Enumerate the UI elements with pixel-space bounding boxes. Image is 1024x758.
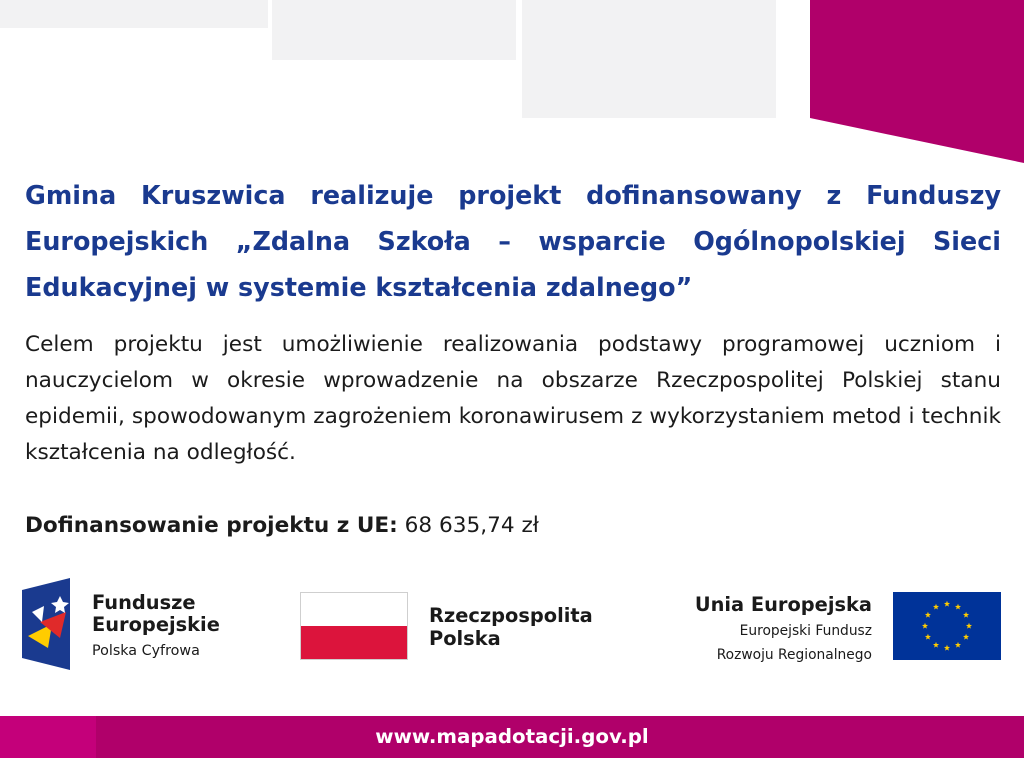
funding-label: Dofinansowanie projektu z UE: (25, 513, 398, 538)
fundusze-europejskie-text (92, 592, 220, 662)
rp-line1: Rzeczpospolita (429, 604, 593, 627)
poland-flag-icon (300, 592, 408, 660)
fe-title-line2: Europejskie (92, 613, 220, 636)
ue-subtitle-line1: Europejski Fundusz (739, 623, 872, 639)
ue-title: Unia Europejska (694, 593, 872, 616)
project-description: Celem projektu jest umożliwienie realizowania podstawy programowej uczniom i nauczycielom w okresie wprowadzenie na obszarze Rzeczpospolitej Polskiej stanu epidemii, spowodowanym zagrożeniem koronawirusem z wykorzystaniem metod i technik kształcenia na odległość. (25, 332, 1001, 465)
project-heading: Gmina Kruszwica realizuje projekt dofinansowany z Funduszy Europejskich „Zdalna Szkoła – wsparcie Ogólnopolskiej Sieci Edukacyjnej w systemie kształcenia zdalnego” (25, 180, 1001, 302)
ue-subtitle-line2: Rozwoju Regionalnego (716, 647, 872, 663)
funding-line (25, 508, 1001, 544)
eu-flag-icon (893, 592, 1001, 660)
footer-bar (0, 716, 1024, 758)
fundusze-europejskie-logo-icon (22, 578, 74, 670)
decorative-shape-magenta (0, 0, 1024, 170)
fe-title-line1: Fundusze (92, 591, 196, 614)
rzeczpospolita-polska-text (429, 604, 593, 650)
rp-line2: Polska (429, 627, 501, 650)
funding-amount: 68 635,74 zł (397, 513, 539, 538)
fe-subtitle: Polska Cyfrowa (92, 643, 200, 659)
footer-url-link[interactable]: www.mapadotacji.gov.pl (375, 725, 649, 748)
unia-europejska-text (695, 593, 872, 665)
